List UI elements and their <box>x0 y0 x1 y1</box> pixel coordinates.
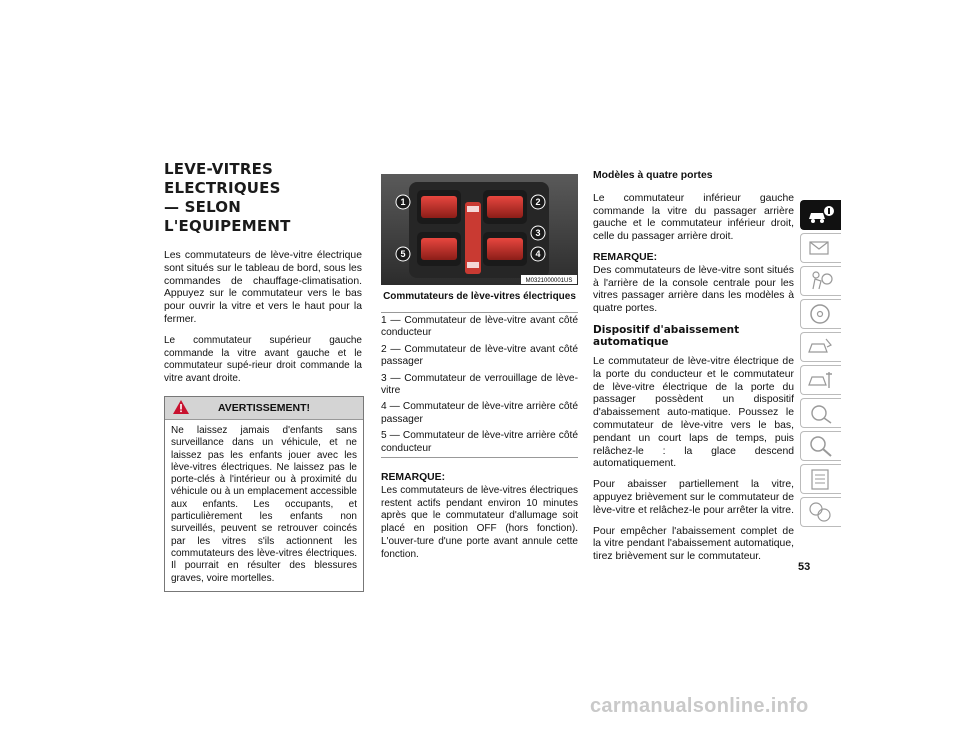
figure-caption: Commutateurs de lève-vitres électriques <box>383 291 576 302</box>
tab-car-tools[interactable] <box>800 365 841 395</box>
window-switch-photo <box>381 174 578 285</box>
warning-title: AVERTISSEMENT! <box>218 401 310 414</box>
callout-1: 1 <box>400 197 406 207</box>
tab-airbag[interactable] <box>800 266 841 296</box>
legend-item: 2 — Commutateur de lève-vitre avant côté passager <box>381 343 578 368</box>
tab-search[interactable] <box>800 431 841 461</box>
tab-steering[interactable] <box>800 299 841 329</box>
search-icon <box>807 434 835 458</box>
page-number: 53 <box>798 561 811 573</box>
figure-legend <box>381 312 578 458</box>
right-column <box>593 170 794 572</box>
left-column <box>164 160 362 592</box>
remark-text: Les commutateurs de lève-vitres électriques restent actifs pendant environ 10 minutes après que le commutateur d'allumage soit placé en position OFF (hors fonction). L'ouver-ture d'une porte avant annule cette fonction. <box>381 484 578 560</box>
tab-car-crash[interactable] <box>800 332 841 362</box>
footer-watermark: carmanualsonline.info <box>590 695 809 717</box>
language-icon <box>807 500 835 524</box>
tab-car-info[interactable] <box>800 200 841 230</box>
warning-header <box>165 397 363 420</box>
warning-box <box>164 396 364 592</box>
section-title <box>164 160 362 236</box>
partial-paragraph: Pour abaisser partiellement la vitre, appuyez brièvement sur le commutateur de lève-vitre et relâchez-le pour arrêter la vitre. <box>593 479 794 516</box>
four-door-heading: Modèles à quatre portes <box>593 170 713 181</box>
legend-item: 1 — Commutateur de lève-vitre avant côté conducteur <box>381 315 578 339</box>
legend-item: 3 — Commutateur de verrouillage de lève-vitre <box>381 372 578 397</box>
list-icon <box>807 467 835 491</box>
remark-label: REMARQUE: <box>381 472 446 484</box>
tab-list[interactable] <box>800 464 841 494</box>
auto-down-paragraph: Le commutateur de lève-vitre électrique de la porte du conducteur et le commutateur de lève-vitre électrique de la porte du passager possèdent un dispositif d'abaissement auto-matique. Poussez le commutateur de lève-vitre vers le bas, pendant un court laps de temps, puis relâchez-le : la glace descend automatiquement. <box>593 355 794 470</box>
remark-label-2: REMARQUE: <box>593 251 658 263</box>
chapter-tabs <box>800 200 842 530</box>
intro-paragraph: Les commutateurs de lève-vitre électrique sont situés sur le tableau de bord, sous les commandes de chauffage-climatisation. Appuyez sur le commutateur vers le bas pour ouvrir la vitre et vers le haut pour la fermer. <box>164 250 362 325</box>
section-title-line2: — SELON L'EQUIPEMENT <box>164 198 291 235</box>
service-icon <box>807 401 835 425</box>
remark-text-2: Des commutateurs de lève-vitre sont situés à l'arrière de la console centrale pour les vitres passager arrière dans les modèles à quatre portes. <box>593 264 794 315</box>
legend-item: 4 — Commutateur de lève-vitre arrière côté passager <box>381 401 578 425</box>
callout-5: 5 <box>400 249 406 259</box>
seat-envelope-icon <box>807 236 835 260</box>
car-info-icon <box>807 203 835 227</box>
intro-paragraph-2: Le commutateur supérieur gauche commande la vitre avant gauche et le commutateur supé-rieur droit commande la vitre avant droite. <box>164 334 362 385</box>
airbag-icon <box>807 269 835 293</box>
callout-4: 4 <box>535 249 541 259</box>
car-crash-icon <box>807 335 835 359</box>
steering-wheel-icon <box>807 302 835 326</box>
stop-paragraph: Pour empêcher l'abaissement complet de la vitre pendant l'abaissement automatique, tirez brièvement sur le commutateur. <box>593 525 794 563</box>
auto-down-heading: Dispositif d'abaissement automatique <box>593 323 740 348</box>
car-tools-icon <box>807 368 835 392</box>
tab-seat-envelope[interactable] <box>800 233 841 263</box>
callout-3: 3 <box>535 228 541 238</box>
section-title-line1: LEVE-VITRES ELECTRIQUES <box>164 160 281 197</box>
warning-text: Ne laissez jamais d'enfants sans surveillance dans un véhicule, et ne laissez pas les enfants jouer avec les lève-vitres électriques. Ne laissez pas le porte-clés à l'intérieur ou à proximité du véhicule ou à un emplacement accessible aux enfants. Les occupants, et particulièrement les enfants non surveillés, peuvent se retrouver coincés par les vitres s'ils actionnent les commutateurs des lève-vitres électriques. Il pourrait en résulter des blessures graves, voire mortelles. <box>171 424 357 584</box>
callout-2: 2 <box>535 197 541 207</box>
figure-code: M0321000001US <box>525 278 573 284</box>
legend-item: 5 — Commutateur de lève-vitre arrière côté conducteur <box>381 430 578 454</box>
tab-service[interactable] <box>800 398 841 428</box>
four-door-paragraph: Le commutateur inférieur gauche commande la vitre du passager arrière gauche et le commutateur inférieur droit, celle du passager arrière droit. <box>593 192 794 243</box>
middle-column <box>381 174 578 570</box>
tab-language[interactable] <box>800 497 841 527</box>
window-switch-illustration <box>381 174 578 285</box>
